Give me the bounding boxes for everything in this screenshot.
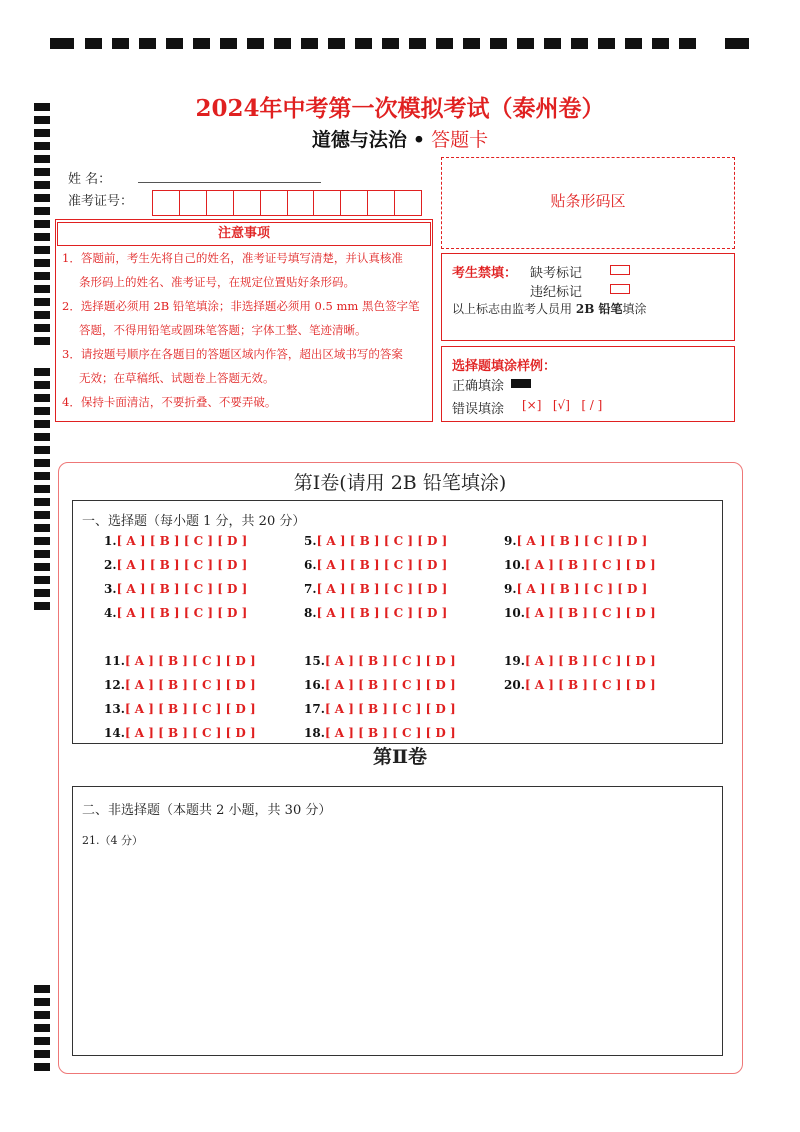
timing-mark xyxy=(34,985,50,993)
question-number: 4. xyxy=(104,606,117,620)
timing-mark xyxy=(34,155,50,163)
wrong-fill-samples: [×] [√] [ / ] xyxy=(522,398,603,412)
absent-mark-label: 缺考标记 xyxy=(530,266,583,281)
timing-mark xyxy=(652,38,669,49)
essay-section[interactable] xyxy=(72,786,723,1056)
timing-mark xyxy=(409,38,426,49)
answer-options[interactable]: [ A ] [ B ] [ C ] [ D ] xyxy=(516,534,648,548)
timing-mark xyxy=(34,446,50,454)
question-number: 1. xyxy=(104,534,117,548)
question-number: 13. xyxy=(104,702,125,716)
notice-line-6: 无效；在草稿纸、试题卷上答题无效。 xyxy=(79,371,275,385)
answer-options[interactable]: [ A ] [ B ] [ C ] [ D ] xyxy=(124,702,256,716)
question-number: 17. xyxy=(304,702,325,716)
timing-mark xyxy=(34,207,50,215)
answer-options[interactable]: [ A ] [ B ] [ C ] [ D ] xyxy=(524,678,656,692)
subject-title xyxy=(0,125,800,152)
timing-mark xyxy=(490,38,507,49)
timing-mark xyxy=(34,272,50,280)
timing-mark xyxy=(274,38,291,49)
question-number: 11. xyxy=(104,654,125,668)
timing-mark xyxy=(301,38,318,49)
question-number: 7. xyxy=(304,582,317,596)
question-number: 10. xyxy=(504,558,525,572)
question-number: 14. xyxy=(104,726,125,740)
violation-mark-box[interactable] xyxy=(610,284,630,294)
name-field[interactable] xyxy=(138,182,321,183)
choice-question[interactable] xyxy=(104,702,256,716)
timing-mark xyxy=(34,311,50,319)
timing-mark xyxy=(34,998,50,1006)
question-number: 9. xyxy=(504,534,517,548)
timing-mark xyxy=(34,233,50,241)
choice-question[interactable] xyxy=(304,678,456,692)
choice-question[interactable] xyxy=(504,678,656,692)
timing-mark xyxy=(34,1050,50,1058)
timing-mark xyxy=(463,38,480,49)
correct-fill-sample xyxy=(511,379,531,388)
timing-mark xyxy=(50,38,74,49)
question-number: 5. xyxy=(304,534,317,548)
timing-mark xyxy=(34,194,50,202)
timing-mark xyxy=(355,38,372,49)
timing-mark xyxy=(34,220,50,228)
notice-line-3: 2．选择题必须用 2B 铅笔填涂；非选择题必须用 0.5 mm 黑色签字笔 xyxy=(62,299,420,313)
part2-title: 第Ⅱ卷 xyxy=(372,746,427,768)
answer-options[interactable]: [ A ] [ B ] [ C ] [ D ] xyxy=(324,726,456,740)
notice-heading: 注意事项 xyxy=(57,222,431,246)
question-number: 8. xyxy=(304,606,317,620)
timing-mark xyxy=(34,1011,50,1019)
timing-mark xyxy=(34,324,50,332)
timing-mark xyxy=(34,563,50,571)
timing-mark xyxy=(571,38,588,49)
answer-options[interactable]: [ A ] [ B ] [ C ] [ D ] xyxy=(124,726,256,740)
wrong-fill-label: 错误填涂 xyxy=(452,402,505,417)
notice-line-7: 4．保持卡面清洁，不要折叠、不要弄破。 xyxy=(62,395,277,409)
timing-mark xyxy=(34,420,50,428)
answer-options[interactable]: [ A ] [ B ] [ C ] [ D ] xyxy=(516,582,648,596)
question-number: 20. xyxy=(504,678,525,692)
choice-question[interactable] xyxy=(304,582,447,596)
choice-question[interactable] xyxy=(504,534,647,548)
choice-question[interactable] xyxy=(304,606,447,620)
answer-options[interactable]: [ A ] [ B ] [ C ] [ D ] xyxy=(524,606,656,620)
timing-mark xyxy=(517,38,534,49)
timing-mark xyxy=(625,38,642,49)
timing-mark xyxy=(34,602,50,610)
timing-mark xyxy=(544,38,561,49)
title-dot: • xyxy=(412,129,426,151)
choice-question[interactable] xyxy=(104,558,247,572)
timing-mark xyxy=(112,38,129,49)
timing-mark xyxy=(34,181,50,189)
timing-mark xyxy=(34,259,50,267)
timing-mark xyxy=(725,38,749,49)
forbidden-note-bold: 2B 铅笔 xyxy=(575,302,623,316)
choice-question[interactable] xyxy=(104,678,256,692)
top-timing-marks xyxy=(50,38,750,52)
answer-options[interactable]: [ A ] [ B ] [ C ] [ D ] xyxy=(524,558,656,572)
answer-options[interactable]: [ A ] [ B ] [ C ] [ D ] xyxy=(116,534,248,548)
choice-question[interactable] xyxy=(104,606,247,620)
choice-question[interactable] xyxy=(504,606,656,620)
timing-mark xyxy=(34,550,50,558)
question-number: 16. xyxy=(304,678,325,692)
choice-question[interactable] xyxy=(104,726,256,740)
timing-mark xyxy=(34,246,50,254)
timing-mark xyxy=(193,38,210,49)
question-number: 6. xyxy=(304,558,317,572)
timing-mark xyxy=(382,38,399,49)
choice-question[interactable] xyxy=(104,582,247,596)
question-number: 18. xyxy=(304,726,325,740)
timing-mark xyxy=(247,38,264,49)
correct-fill-label: 正确填涂 xyxy=(452,379,505,394)
timing-mark xyxy=(34,337,50,345)
answer-options[interactable]: [ A ] [ B ] [ C ] [ D ] xyxy=(116,606,248,620)
question-number: 15. xyxy=(304,654,325,668)
notice-line-2: 条形码上的姓名、准考证号，在规定位置贴好条形码。 xyxy=(79,275,355,289)
timing-mark xyxy=(34,285,50,293)
id-number-boxes[interactable] xyxy=(152,190,422,216)
timing-mark xyxy=(34,433,50,441)
exam-title: 2024年中考第一次模拟考试（泰州卷） xyxy=(195,95,605,122)
timing-mark xyxy=(328,38,345,49)
timing-mark xyxy=(139,38,156,49)
answer-options[interactable]: [ A ] [ B ] [ C ] [ D ] xyxy=(316,606,448,620)
notice-line-4: 答题，不得用铅笔或圆珠笔答题；字体工整、笔迹清晰。 xyxy=(79,323,367,337)
timing-mark xyxy=(34,381,50,389)
timing-mark xyxy=(34,537,50,545)
question-21-label: 21.（4 分） xyxy=(82,834,143,847)
id-label: 准考证号： xyxy=(68,194,134,209)
answer-options[interactable]: [ A ] [ B ] [ C ] [ D ] xyxy=(124,654,256,668)
question-number: 12. xyxy=(104,678,125,692)
timing-mark xyxy=(34,368,50,376)
choice-question[interactable] xyxy=(104,654,256,668)
choice-question[interactable] xyxy=(504,654,656,668)
timing-mark xyxy=(34,459,50,467)
timing-mark xyxy=(34,394,50,402)
card-label: 答题卡 xyxy=(431,129,489,151)
timing-mark xyxy=(34,1037,50,1045)
question-number: 19. xyxy=(504,654,525,668)
subject-name: 道德与法治 xyxy=(311,129,407,151)
timing-mark xyxy=(34,576,50,584)
name-label: 姓 名： xyxy=(68,172,112,187)
notice-line-1: 1．答题前，考生先将自己的姓名，准考证号填写清楚，并认真核准 xyxy=(62,251,403,265)
violation-mark-label: 违纪标记 xyxy=(530,285,583,300)
question-number: 2. xyxy=(104,558,117,572)
answer-options[interactable]: [ A ] [ B ] [ C ] [ D ] xyxy=(316,558,448,572)
choice-section-title: 一、选择题（每小题 1 分，共 20 分） xyxy=(82,514,306,529)
notice-line-5: 3．请按题号顺序在各题目的答题区域内作答，超出区域书写的答案 xyxy=(62,347,403,361)
choice-question[interactable] xyxy=(304,654,456,668)
choice-question[interactable] xyxy=(104,534,247,548)
answer-options[interactable]: [ A ] [ B ] [ C ] [ D ] xyxy=(316,582,448,596)
choice-question[interactable] xyxy=(304,534,447,548)
fill-sample-title: 选择题填涂样例： xyxy=(452,359,557,374)
timing-mark xyxy=(34,498,50,506)
answer-options[interactable]: [ A ] [ B ] [ C ] [ D ] xyxy=(316,534,448,548)
question-number: 9. xyxy=(504,582,517,596)
essay-section-title: 二、非选择题（本题共 2 小题，共 30 分） xyxy=(82,803,332,818)
timing-mark xyxy=(34,511,50,519)
choice-question[interactable] xyxy=(304,558,447,572)
timing-mark xyxy=(34,1063,50,1071)
answer-options[interactable]: [ A ] [ B ] [ C ] [ D ] xyxy=(116,582,248,596)
timing-mark xyxy=(85,38,102,49)
timing-mark xyxy=(679,38,696,49)
timing-mark xyxy=(34,1024,50,1032)
timing-mark xyxy=(598,38,615,49)
choice-question[interactable] xyxy=(304,726,456,740)
question-number: 10. xyxy=(504,606,525,620)
timing-mark xyxy=(34,407,50,415)
forbidden-note xyxy=(452,300,647,317)
part1-title: 第Ⅰ卷(请用 2B 铅笔填涂) xyxy=(293,472,507,494)
timing-mark xyxy=(220,38,237,49)
answer-options[interactable]: [ A ] [ B ] [ C ] [ D ] xyxy=(324,678,456,692)
timing-mark xyxy=(436,38,453,49)
answer-options[interactable]: [ A ] [ B ] [ C ] [ D ] xyxy=(124,678,256,692)
choice-question[interactable] xyxy=(504,558,656,572)
timing-mark xyxy=(166,38,183,49)
answer-options[interactable]: [ A ] [ B ] [ C ] [ D ] xyxy=(324,702,456,716)
timing-mark xyxy=(34,589,50,597)
choice-question[interactable] xyxy=(304,702,456,716)
answer-options[interactable]: [ A ] [ B ] [ C ] [ D ] xyxy=(116,558,248,572)
barcode-area: 贴条形码区 xyxy=(441,157,735,249)
choice-question[interactable] xyxy=(504,582,647,596)
timing-mark xyxy=(34,524,50,532)
timing-mark xyxy=(34,168,50,176)
answer-options[interactable]: [ A ] [ B ] [ C ] [ D ] xyxy=(324,654,456,668)
forbidden-note-post: 填涂 xyxy=(622,302,647,316)
question-number: 3. xyxy=(104,582,117,596)
answer-options[interactable]: [ A ] [ B ] [ C ] [ D ] xyxy=(524,654,656,668)
absent-mark-box[interactable] xyxy=(610,265,630,275)
forbidden-label: 考生禁填： xyxy=(452,266,518,281)
forbidden-note-pre: 以上标志由监考人员用 xyxy=(452,302,573,316)
timing-mark xyxy=(34,298,50,306)
